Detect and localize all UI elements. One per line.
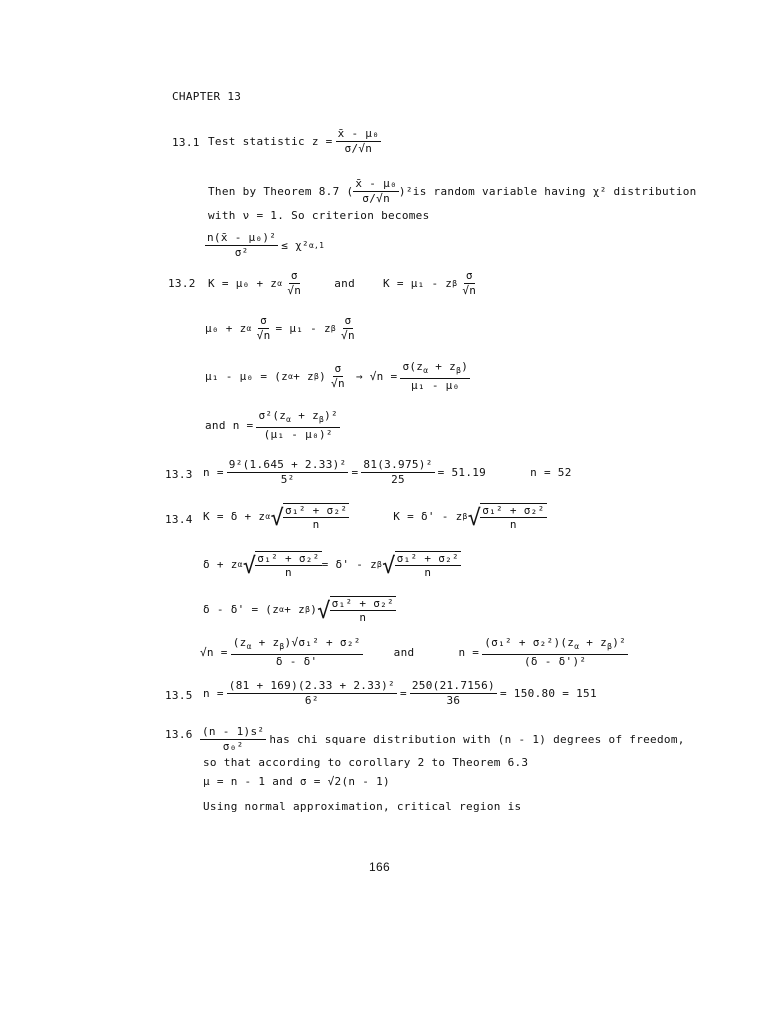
denominator: 6² [304,694,319,707]
subscript: β [607,642,613,651]
numerator [256,410,340,428]
denominator: 36 [446,694,461,707]
problem-13-1-line2 [208,178,697,205]
page-number: 166 [369,860,390,874]
numerator [400,361,470,379]
square-root: √ $\frac{\text{σ₁² + σ₂²}}{n}$ [382,552,459,579]
text: + z [579,636,608,649]
numerator: σ₁² + σ₂² [396,552,459,565]
problem-13-5-line [203,680,597,707]
text: and [334,277,355,290]
denominator: n [312,518,320,531]
numerator: σ₁² + σ₂² [331,597,394,610]
numerator: σ [334,362,342,375]
square-root: √ $\frac{\text{σ₁² + σ₂²}}{n}$ [317,597,394,624]
text: σ(z [402,360,424,373]
denominator: n [424,566,432,579]
text: n = [203,687,224,700]
denominator: n [284,566,292,579]
numerator: x̄ - μ₀ [337,127,380,140]
subscript: β [452,279,458,288]
fraction [329,363,347,390]
subscript: α [277,279,283,288]
fraction [460,270,478,297]
fraction [410,680,497,707]
problem-13-5-number: 13.5 [165,689,193,702]
text: = [351,466,359,479]
fraction [353,178,399,205]
text: + z [428,360,457,373]
problem-13-6-line4: Using normal approximation, critical region is [203,800,522,813]
text: n = [458,646,480,659]
denominator: σ/√n [362,192,390,205]
subscript: α [279,605,285,614]
denominator: √n [256,329,271,342]
text: + z [251,636,280,649]
denominator: (μ₁ - μ₀)² [263,428,333,441]
fraction [231,637,363,668]
problem-13-6-line2: so that according to corollary 2 to Theorem 6.3 [203,756,529,769]
text: is random variable having χ² distribution [412,185,697,198]
numerator: (n - 1)s² [202,725,265,738]
numerator [231,637,363,655]
text: = μ₁ - z [275,322,331,335]
denominator: √n [287,284,302,297]
fraction [361,459,434,486]
text: (σ₁² + σ₂²)(z [484,636,575,649]
numerator: σ [290,269,298,282]
problem-13-3-number: 13.3 [165,468,193,481]
text: has chi square distribution with (n - 1) degrees of freedom, [269,733,685,746]
problem-13-4-line4 [200,637,631,668]
denominator: √n [462,284,477,297]
numerator: 250(21.7156) [411,679,495,692]
text: = [399,687,407,700]
text: n = 52 [530,466,572,479]
text: n = [203,466,224,479]
subscript: β [456,366,462,375]
problem-13-2-line2 [205,315,360,342]
denominator: 25 [391,473,405,486]
problem-13-1-criterion [205,232,324,259]
subscript: α [265,512,271,521]
subscript: α [246,324,252,333]
chapter-heading: CHAPTER 13 [172,90,242,103]
text: and [393,646,415,659]
denominator: (δ - δ')² [523,655,587,668]
problem-13-1-line1 [208,128,384,155]
text: Then by Theorem 8.7 ( [208,185,354,198]
denominator: √n [331,377,345,390]
numerator: 81(3.975)² [363,458,433,471]
square-root: √ $\frac{\text{σ₁² + σ₂²}}{n}$ [242,552,320,579]
subscript: β [377,560,383,569]
numerator: σ [465,269,473,282]
text: K = μ₀ + z [208,277,278,290]
problem-13-6-line1 [200,726,685,753]
fraction [285,270,303,297]
text: )² [398,185,413,198]
subscript: α [288,372,294,381]
fraction [227,459,349,486]
numerator [482,637,628,655]
numerator: 9²(1.645 + 2.33)² [228,458,347,471]
text: ) [461,360,469,373]
subscript: β [462,512,468,521]
numerator: (81 + 169)(2.33 + 2.33)² [228,679,395,692]
subscript: β [305,605,311,614]
subscript: α [286,415,292,424]
square-root: √ $\frac{\text{σ₁² + σ₂²}}{n}$ [467,504,545,531]
text: (z [232,636,247,649]
text: ) [310,603,318,616]
denominator: σ₀² [222,740,244,753]
problem-13-4-number: 13.4 [165,513,193,526]
denominator: σ² [234,246,249,259]
subscript: α [237,560,243,569]
problem-13-4-line2 [203,551,461,578]
denominator: n [359,611,367,624]
numerator: x̄ - μ₀ [355,177,397,190]
text: )² [324,409,338,422]
text: Test statistic z = [208,135,333,148]
text: = δ' - z [321,558,377,571]
denominator: n [509,518,517,531]
text: and n = [205,419,254,432]
text: √n = [200,646,228,659]
fraction [205,232,278,259]
subscript: β [330,324,337,333]
text: μ₀ + z [205,322,247,335]
text: = 51.19 [437,466,487,479]
fraction [256,410,340,441]
text: ≤ χ² [281,239,309,252]
problem-13-2-line1 [208,270,481,297]
subscript: β [319,415,325,424]
problem-13-2-line4 [205,410,343,441]
fraction [336,128,382,155]
problem-13-1-line3: with ν = 1. So criterion becomes [208,209,430,222]
denominator: μ₁ - μ₀ [411,379,460,392]
square-root: √ $\frac{\text{σ₁² + σ₂²}}{n}$ [270,504,348,531]
subscript: α [574,642,580,651]
denominator: √n [341,329,355,342]
fraction [400,361,470,392]
text: K = μ₁ - z [383,277,453,290]
fraction [482,637,628,668]
text: → √n = [355,370,398,383]
text: + z [293,370,314,383]
text: σ²(z [258,409,287,422]
text: )² [612,636,627,649]
text: = 150.80 = 151 [499,687,597,700]
numerator: n(x̄ - μ₀)² [207,231,277,244]
numerator: σ [260,314,268,327]
text: δ - δ' = (z [203,603,280,616]
problem-13-6-line3: μ = n - 1 and σ = √2(n - 1) [203,775,390,788]
fraction [255,315,273,342]
denominator: 5² [280,473,295,486]
problem-13-4-line1 [203,503,547,530]
subscript: β [313,372,320,381]
subscript: α [423,366,429,375]
text: δ + z [203,558,238,571]
denominator: σ/√n [344,142,373,155]
problem-13-2-line3 [205,361,473,392]
denominator: δ - δ' [275,655,318,668]
text: μ₁ - μ₀ = (z [205,370,289,383]
fraction [200,726,266,753]
problem-13-3-line [203,459,572,486]
numerator: σ₁² + σ₂² [284,504,348,517]
numerator: σ₁² + σ₂² [482,504,545,517]
problem-13-6-number: 13.6 [165,728,193,741]
text: K = δ' - z [393,510,463,523]
text: K = δ + z [203,510,266,523]
subscript: α [246,642,252,651]
fraction [227,680,397,707]
text: ) [319,370,327,383]
text: )√σ₁² + σ₂² [284,636,361,649]
problem-13-2-number: 13.2 [168,277,196,290]
text: + z [284,603,306,616]
fraction [339,315,357,342]
numerator: σ [344,314,352,327]
problem-13-1-number: 13.1 [172,136,200,149]
subscript: α,1 [308,241,325,250]
text: + z [291,409,319,422]
subscript: β [279,642,285,651]
numerator: σ₁² + σ₂² [257,552,320,565]
problem-13-4-line3 [203,596,396,623]
